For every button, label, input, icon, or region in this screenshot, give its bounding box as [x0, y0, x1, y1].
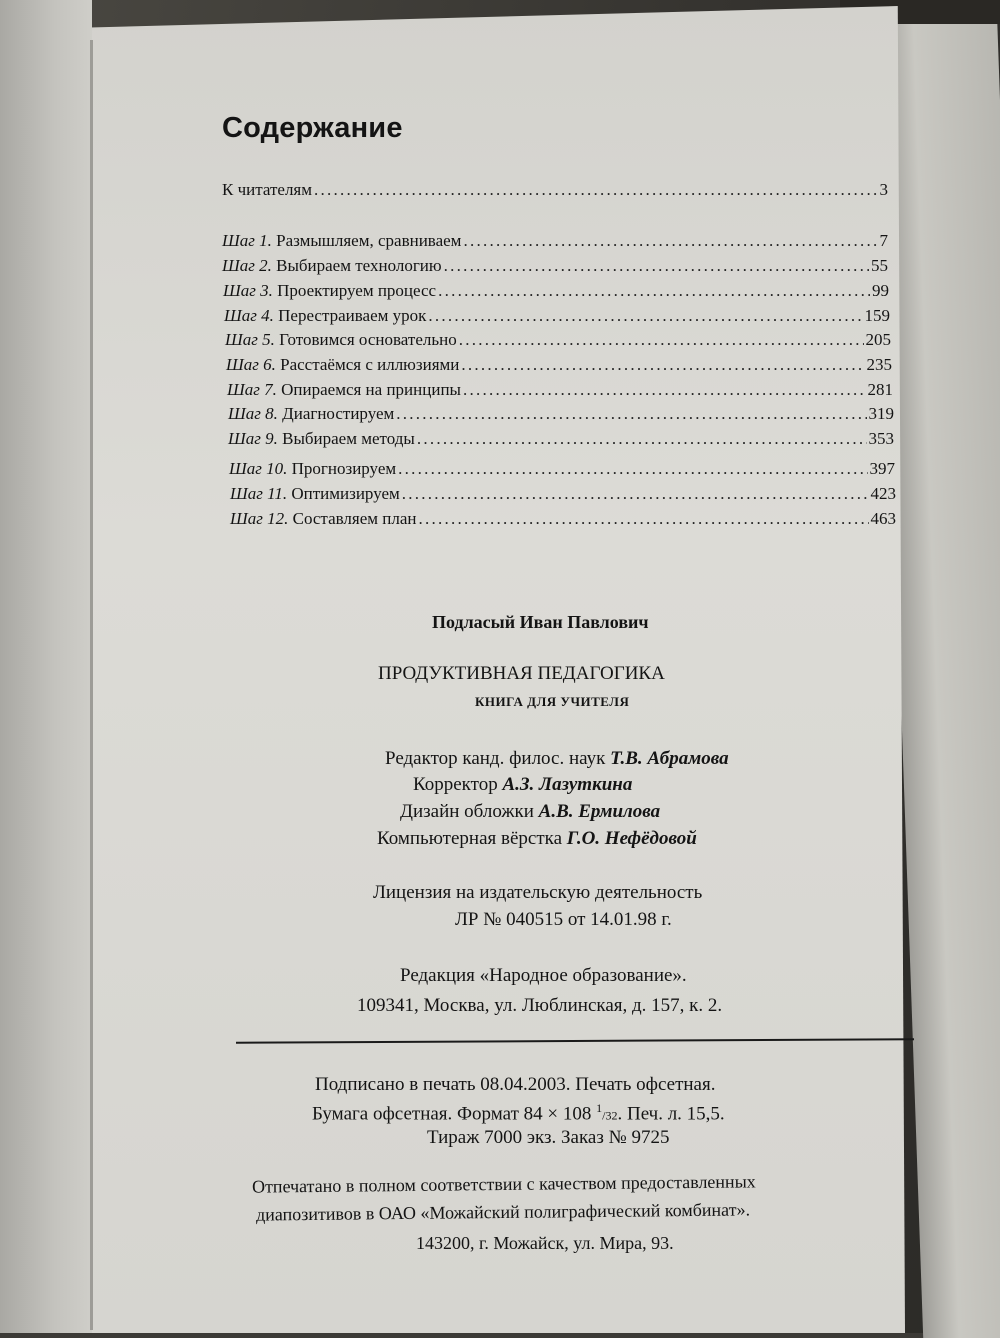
credit-person: Г.О. Нефёдовой [566, 828, 697, 849]
toc-step: Шаг 11. [230, 484, 288, 503]
toc-leader [463, 380, 866, 400]
toc-step: Шаг 2. [222, 256, 272, 275]
toc-step: Шаг 9. [228, 429, 278, 448]
toc-step: Шаг 1. [222, 231, 272, 250]
toc-row-step-2 [222, 256, 888, 280]
toc-page: 159 [864, 306, 890, 325]
toc-page: 235 [866, 355, 892, 374]
toc-label: Составляем план [292, 509, 417, 528]
credit-person: Т.В. Абрамова [610, 748, 729, 769]
toc-row-step-1 [222, 231, 888, 255]
toc-step: Шаг 3. [223, 281, 273, 300]
print-line-3: Тираж 7000 экз. Заказ № 9725 [427, 1127, 670, 1148]
toc-label: Выбираем методы [282, 429, 415, 448]
toc-label: Проектируем процесс [277, 281, 437, 300]
credit-role: Дизайн обложки [400, 801, 534, 822]
format-fraction-numerator: 1 [596, 1101, 603, 1115]
toc-row-step-11 [230, 484, 896, 508]
credit-person: А.З. Лазуткина [502, 774, 633, 795]
toc-leader [461, 355, 864, 375]
toc-heading: Содержание [222, 112, 403, 144]
toc-label: Расстаёмся с иллюзиями [280, 355, 460, 374]
printer-line-3: 143200, г. Можайск, ул. Мира, 93. [416, 1233, 674, 1253]
toc-label: Размышляем, сравниваем [276, 231, 462, 250]
print-format-text: Бумага офсетная. Формат 84 × 108 [312, 1103, 597, 1125]
toc-leader [398, 459, 867, 479]
toc-leader [419, 509, 869, 529]
print-line-1: Подписано в печать 08.04.2003. Печать офсетная. [315, 1074, 716, 1095]
toc-page: 205 [865, 330, 891, 349]
toc-page: 3 [879, 180, 888, 199]
credit-cover [400, 801, 660, 823]
toc-step: Шаг 7. [227, 380, 277, 399]
toc-step: Шаг 8. [228, 404, 278, 423]
toc-label: Опираемся на принципы [281, 380, 461, 399]
toc-leader [314, 180, 877, 200]
toc-label: Готовимся основательно [279, 330, 457, 349]
book-subtitle: КНИГА ДЛЯ УЧИТЕЛЯ [475, 694, 630, 709]
publisher-line-2: 109341, Москва, ул. Люблинская, д. 157, к. 2. [357, 995, 723, 1016]
toc-leader [402, 484, 869, 504]
toc-row-step-3 [223, 281, 889, 305]
divider-rule [236, 1038, 914, 1044]
publisher-line-1: Редакция «Народное образование». [400, 965, 687, 986]
toc-step: Шаг 12. [230, 509, 289, 528]
toc-row-step-6 [226, 355, 892, 379]
toc-row-step-8 [228, 404, 894, 428]
credit-role: Редактор канд. филос. наук [385, 748, 606, 769]
toc-label: Прогнозируем [291, 459, 397, 478]
print-sheets-text: . Печ. л. 15,5. [617, 1103, 725, 1125]
toc-step: Шаг 4. [224, 306, 274, 325]
printer-line-2: диапозитивов в ОАО «Можайский полиграфический комбинат». [255, 1199, 751, 1225]
toc-page: 55 [871, 256, 888, 275]
toc-label: Выбираем технологию [276, 256, 442, 275]
toc-page: 99 [872, 281, 889, 300]
toc-row-step-12 [230, 509, 896, 533]
toc-row-step-4 [224, 306, 890, 330]
toc-leader [396, 404, 866, 424]
toc-leader [444, 256, 869, 276]
print-line-2 [312, 1101, 725, 1125]
toc-page: 7 [879, 231, 888, 250]
toc-leader [438, 281, 870, 301]
book-title: ПРОДУКТИВНАЯ ПЕДАГОГИКА [378, 663, 665, 684]
toc-page: 281 [867, 380, 893, 399]
toc-step: Шаг 5. [225, 330, 275, 349]
author-name: Подласый Иван Павлович [432, 612, 649, 632]
toc-row-step-7 [227, 380, 893, 404]
toc-page: 463 [870, 509, 896, 528]
toc-leader [463, 231, 877, 251]
toc-label: К читателям [222, 180, 313, 199]
toc-page: 423 [870, 484, 896, 503]
toc-row-step-9 [228, 429, 894, 453]
toc-page: 353 [868, 429, 894, 448]
credit-person: А.В. Ермилова [538, 801, 661, 822]
toc-label: Диагностируем [282, 404, 395, 423]
toc-row-step-10 [229, 459, 895, 483]
toc-step: Шаг 10. [229, 459, 288, 478]
toc-label: Оптимизируем [291, 484, 400, 503]
credit-role: Корректор [413, 774, 498, 795]
toc-row-intro [222, 180, 888, 204]
toc-leader [428, 306, 862, 326]
license-line-2: ЛР № 040515 от 14.01.98 г. [455, 909, 672, 930]
format-fraction-denominator: /32 [602, 1108, 618, 1123]
credit-editor [385, 748, 729, 770]
toc-page: 397 [869, 459, 895, 478]
credit-corrector [413, 774, 632, 796]
toc-leader [417, 429, 867, 449]
toc-step: Шаг 6. [226, 355, 276, 374]
toc-label: Перестраиваем урок [278, 306, 427, 325]
toc-leader [459, 330, 864, 350]
printer-line-1: Отпечатано в полном соответствии с качеством предоставленных [251, 1171, 756, 1197]
toc-row-step-5 [225, 330, 891, 354]
credit-role: Компьютерная вёрстка [377, 828, 563, 849]
credit-layout [377, 828, 697, 850]
license-line-1: Лицензия на издательскую деятельность [373, 882, 703, 903]
toc-page: 319 [868, 404, 894, 423]
